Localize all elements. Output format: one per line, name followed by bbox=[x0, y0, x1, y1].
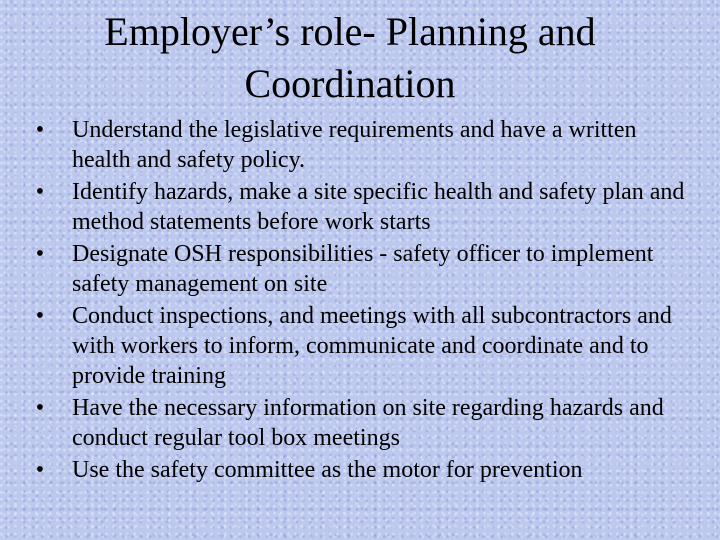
bullet-text: Identify hazards, make a site specific health and safety plan and method statements before work starts bbox=[72, 179, 685, 235]
bullet-text: Understand the legislative requirements and have a written health and safety policy. bbox=[72, 117, 637, 173]
bullet-item bbox=[30, 115, 690, 175]
bullet-item bbox=[30, 177, 690, 237]
slide-title-line-1: Employer’s role- Planning and bbox=[104, 9, 596, 54]
bullet-item bbox=[30, 393, 690, 453]
bullet-list bbox=[30, 115, 690, 487]
bullet-text: Conduct inspections, and meetings with all subcontractors and with workers to inform, communicate and coordinate and to provide training bbox=[72, 303, 672, 389]
bullet-item bbox=[30, 301, 690, 391]
bullet-icon: • bbox=[35, 241, 45, 267]
bullet-text: Use the safety committee as the motor for prevention bbox=[72, 457, 583, 483]
slide-title-line-2: Coordination bbox=[244, 61, 456, 106]
bullet-item bbox=[30, 455, 690, 485]
bullet-icon: • bbox=[35, 179, 45, 205]
slide-title bbox=[40, 6, 660, 110]
bullet-icon: • bbox=[35, 303, 45, 329]
bullet-icon: • bbox=[35, 395, 45, 421]
bullet-item bbox=[30, 239, 690, 299]
bullet-icon: • bbox=[35, 117, 45, 143]
bullet-text: Designate OSH responsibilities - safety officer to implement safety management on site bbox=[72, 241, 654, 297]
bullet-icon: • bbox=[35, 457, 45, 483]
bullet-text: Have the necessary information on site regarding hazards and conduct regular tool box meetings bbox=[72, 395, 664, 451]
